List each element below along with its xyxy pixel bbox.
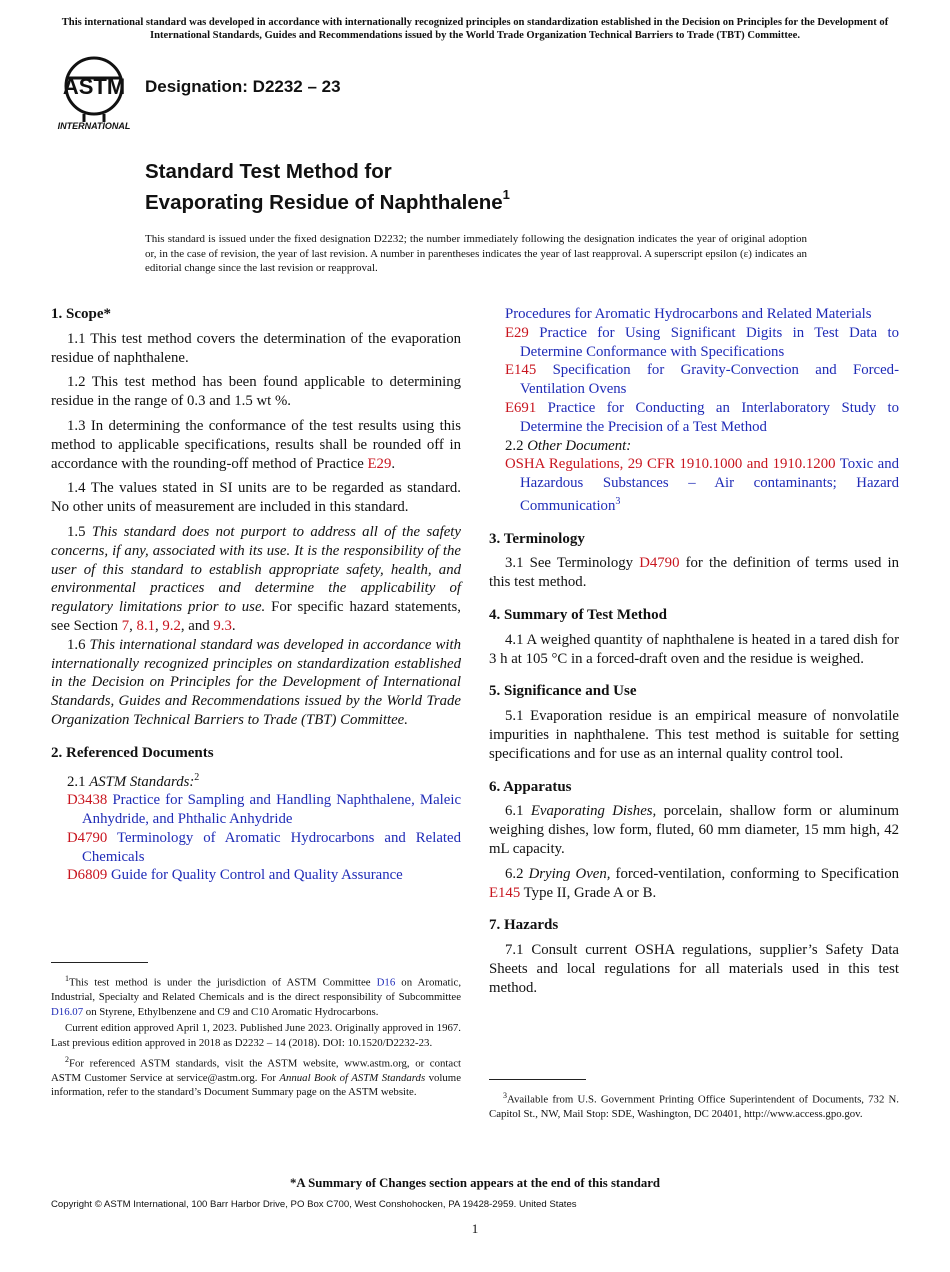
copyright: Copyright © ASTM International, 100 Barr Harbor Drive, PO Box C700, West Conshohocken, PA 19428-2959. United States (51, 1199, 577, 1210)
svg-text:INTERNATIONAL: INTERNATIONAL (57, 121, 131, 131)
footnote-rule-left (51, 962, 148, 963)
section-heading-apparatus: 6. Apparatus (489, 778, 572, 795)
para-6-1: 6.1 Evaporating Dishes, porcelain, shallow form or aluminum weighing dishes, low form, fluted, 60 mm diameter, 15 mm high, 42 mL capacity. (489, 803, 900, 858)
para-6-2: 6.2 Drying Oven, forced-ventilation, conforming to Specification E145 Type II, Grade A or B. (489, 865, 900, 901)
para-1-3: 1.3 In determining the conformance of the test results using this method to applicable specifications, results shall be rounded off in accordance with the rounding-off method of Practice E29. (51, 417, 461, 472)
document-title (145, 159, 510, 215)
title-footnote-ref[interactable]: 1 (502, 187, 510, 202)
para-5-1: 5.1 Evaporation residue is an empirical measure of nonvolatile impurities in naphthalene. This test method is suitable for setting specifications and for use as an internal quality control tool. (489, 708, 899, 762)
link-e145[interactable]: E145 (489, 884, 521, 901)
para-4-1: 4.1 A weighed quantity of naphthalene is heated in a tared dish for 3 h at 105 °C in a forced-draft oven and the residue is weighed. (489, 631, 899, 667)
designation: Designation: D2232 – 23 (145, 77, 341, 96)
para-1-2: 1.2 This test method has been found applicable to determining residue in the range of 0.3 and 1.5 wt %. (51, 374, 461, 410)
section-heading-hazards: 7. Hazards (489, 917, 559, 934)
summary-of-changes-note: *A Summary of Changes section appears at the end of this standard (289, 1176, 661, 1190)
footnote-3: $^3$Available from U.S. Government Printing Office Superintendent of Documents, 732 N. Capitol St., NW, Mail Stop: SDE, Washington, DC 20401, http://www.access.gpo.gov. (489, 1091, 899, 1121)
tbt-notice: This international standard was developed in accordance with internationally recognized principles on standardization established in the Decision on Principles for the Development of International Standards, Guides and Recommendations issued by the World Trade Organization Technical Barriers to Trade (TBT) Committee. (61, 17, 889, 41)
section-heading-referenced: 2. Referenced Documents (51, 744, 214, 761)
section-heading-significance: 5. Significance and Use (489, 683, 637, 700)
title-line-1: Standard Test Method for (145, 160, 392, 183)
footnote-2: $^2$For referenced ASTM standards, visit the ASTM website, www.astm.org, or contact ASTM Customer Service at service@astm.org. For Annual Book of ASTM Standards volume information, refer to the standard’s Document Summary page on the ASTM website. (51, 1054, 461, 1099)
ref-d6809[interactable]: D6809 Guide for Quality Control and Quality Assurance (67, 867, 403, 884)
footnotes-left (51, 972, 461, 1102)
link-d4790[interactable]: D4790 (639, 555, 680, 572)
svg-text:ASTM: ASTM (62, 74, 126, 99)
footnote-1-edition: Current edition approved April 1, 2023. Published June 2023. Originally approved in 1967. Last previous edition approved in 2018 as D2232 – 14 (2018). DOI: 10.1520/D2232-23. (51, 1022, 461, 1049)
footnotes-right (489, 1089, 899, 1124)
link-e29[interactable]: E29 (367, 455, 392, 472)
footnote-1: $^1$This test method is under the jurisdiction of ASTM Committee D16 on Aromatic, Industrial, Specialty and Related Chemicals and is the direct responsibility of Subcommittee D16.07 on Styrene, Ethylbenzene and C9 and C10 Aromatic Hydrocarbons. (51, 974, 462, 1018)
section-heading-summary: 4. Summary of Test Method (489, 607, 667, 624)
ref-e29[interactable]: E29 Practice for Using Significant Digits in Test Data to Determine Conformance with Specifications (505, 324, 899, 360)
astm-logo (54, 56, 134, 132)
link-section-9-3[interactable]: 9.3 (213, 617, 232, 634)
issued-note: This standard is issued under the fixed designation D2232; the number immediately following the designation indicates the year of original adoption or, in the case of revision, the year of last revision. A number in parentheses indicates the year of last reapproval. A superscript epsilon (ε) indicates an editorial change since the last revision or reapproval. (145, 233, 807, 275)
ref-e145[interactable]: E145 Specification for Gravity-Convection and Forced-Ventilation Ovens (505, 362, 899, 398)
link-d16[interactable]: D16 (376, 976, 396, 989)
section-heading-terminology: 3. Terminology (489, 530, 585, 547)
ref-osha[interactable]: OSHA Regulations, 29 CFR 1910.1000 and 1910.1200 Toxic and Hazardous Substances – Air contaminants; Hazard Communication$^3$ (505, 456, 900, 514)
section-heading-scope: 1. Scope* (51, 306, 111, 322)
link-d16-07[interactable]: D16.07 (51, 1005, 84, 1018)
para-1-1: 1.1 This test method covers the determination of the evaporation residue of naphthalene. (51, 330, 461, 366)
para-1-5: 1.5 This standard does not purport to address all of the safety concerns, if any, associated with its use. It is the responsibility of the user of this standard to establish appropriate safety, health, and environmental practices and determine the applicability of regulatory limitations prior to use. For specific hazard statements, see Section 7, 8.1, 9.2, and 9.3. (51, 523, 461, 634)
ref-e691[interactable]: E691 Practice for Conducting an Interlaboratory Study to Determine the Precision of a Test Method (505, 399, 899, 435)
ref-d4790[interactable]: D4790 Terminology of Aromatic Hydrocarbons and Related Chemicals (67, 829, 461, 865)
link-section-8-1[interactable]: 8.1 (136, 617, 155, 634)
right-column (489, 305, 899, 998)
page-number: 1 (471, 1221, 479, 1236)
para-1-4: 1.4 The values stated in SI units are to be regarded as standard. No other units of measurement are included in this standard. (51, 480, 461, 516)
para-1-6: 1.6 This international standard was developed in accordance with internationally recognized principles on standardization established in the Decision on Principles for the Development of International Standards, Guides and Recommendations issued by the World Trade Organization Technical Barriers to Trade (TBT) Committee. (51, 636, 461, 728)
para-2-2: 2.2 Other Document: (505, 437, 632, 454)
para-7-1: 7.1 Consult current OSHA regulations, supplier’s Safety Data Sheets and local regulations for all materials used in this test method. (489, 942, 899, 996)
footnote-rule-right (489, 1079, 586, 1080)
title-line-2: Evaporating Residue of Naphthalene$^1$ (145, 187, 510, 214)
para-2-1: 2.1 ASTM Standards:$^2$ (67, 771, 200, 790)
footnote-ref-2[interactable]: 2 (194, 771, 200, 783)
para-3-1: 3.1 See Terminology D4790 for the definition of terms used in this test method. (489, 555, 899, 591)
link-section-9-2[interactable]: 9.2 (162, 617, 181, 634)
ref-d3438[interactable]: D3438 Practice for Sampling and Handling Naphthalene, Maleic Anhydride, and Phthalic Anhydride (67, 792, 462, 828)
left-column (51, 305, 461, 885)
link-section-7[interactable]: 7 (121, 617, 130, 634)
ref-d6809-continued[interactable]: Procedures for Aromatic Hydrocarbons and Related Materials (505, 306, 872, 322)
